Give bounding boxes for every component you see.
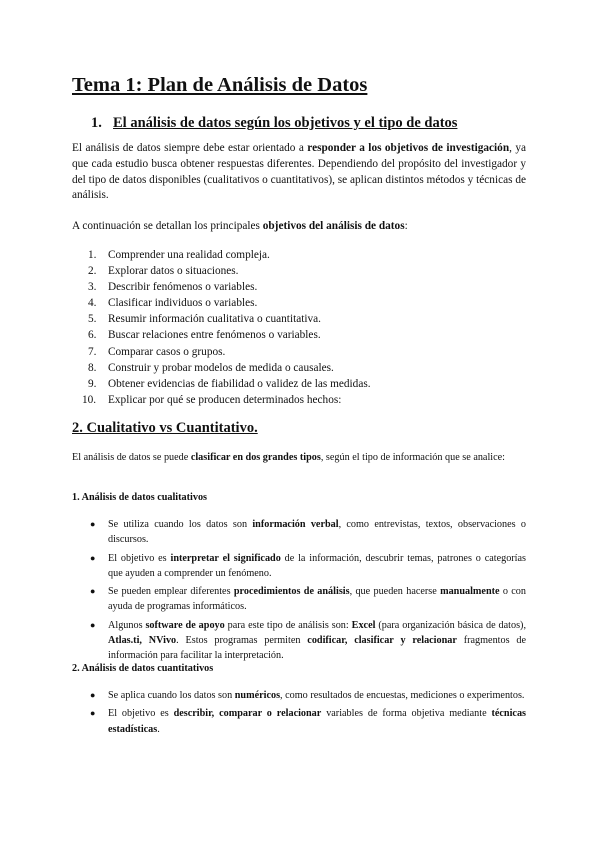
list-text: Resumir información cualitativa o cuantitativa. <box>108 313 322 326</box>
bullet-icon: ● <box>90 690 96 700</box>
quantitative-bullets <box>90 688 526 740</box>
text-run: de la información, descubrir temas, patrones o categorías que ayuden a comprender un fenómeno. <box>108 552 526 579</box>
text-run: El análisis de datos siempre debe estar orientado a <box>72 142 308 154</box>
list-item <box>88 376 371 392</box>
list-number: 9. <box>88 377 97 390</box>
text-run: variables de forma objetiva mediante <box>321 708 492 720</box>
text-run: El objetivo es <box>108 552 171 564</box>
list-item <box>90 551 526 582</box>
text-run: Se pueden emplear diferentes <box>108 586 234 598</box>
text-run: , según el tipo de información que se analice: <box>320 452 505 463</box>
text-run: : <box>404 220 408 232</box>
list-text: Buscar relaciones entre fenómenos o variables. <box>108 329 321 342</box>
list-item <box>90 706 526 737</box>
bullet-icon: ● <box>90 708 96 719</box>
section-1-heading <box>91 115 457 132</box>
text-run: , como entrevistas, textos, observaciones o discursos. <box>108 519 526 546</box>
text-run: Algunos <box>108 619 146 631</box>
bullet-icon: ● <box>90 552 96 563</box>
qualitative-bullets <box>90 517 526 667</box>
bullet-icon: ● <box>90 519 96 529</box>
section-1-heading-text: El análisis de datos según los objetivos y el tipo de datos <box>113 115 458 131</box>
text-run: El objetivo es <box>108 708 174 720</box>
text-run: o con ayuda de programas informáticos. <box>108 586 526 613</box>
list-item <box>90 618 526 664</box>
bullet-icon: ● <box>90 619 96 630</box>
list-item <box>88 263 371 279</box>
text-run: . <box>157 723 160 735</box>
section-1-number: 1. <box>91 115 102 131</box>
list-text: Obtener evidencias de fiabilidad o validez de las medidas. <box>108 377 371 390</box>
list-item <box>88 279 371 295</box>
text-run: A continuación se detallan los principales <box>72 220 263 232</box>
bold-run: Atlas.ti, NVivo <box>108 635 177 647</box>
objectives-intro <box>72 220 408 232</box>
list-item <box>90 584 526 615</box>
list-text: Clasificar individuos o variables. <box>108 297 258 310</box>
text-run: , ya que cada estudio busca obtener respuestas diferentes. Dependiendo del propósito del investigador y del tipo de datos disponibles (cualitativos o cuantitativos), se aplican distintos métodos y técnicas de análisis. <box>72 142 527 202</box>
bullet-icon: ● <box>90 586 96 597</box>
list-text: Comprender una realidad compleja. <box>108 249 270 261</box>
text-run: (para organización básica de datos), <box>375 619 526 631</box>
bold-run: codificar, clasificar y relacionar <box>307 635 457 647</box>
bold-run: numéricos <box>234 690 281 701</box>
list-item <box>88 360 371 376</box>
list-number: 6. <box>88 329 97 342</box>
list-item <box>88 247 371 263</box>
quantitative-subheading: 2. Análisis de datos cuantitativos <box>72 663 214 674</box>
list-text: Comparar casos o grupos. <box>108 345 226 358</box>
text-run: El análisis de datos se puede <box>72 452 191 463</box>
list-text: Describir fenómenos o variables. <box>108 281 258 294</box>
bold-run: clasificar en dos grandes tipos <box>190 452 321 463</box>
list-text: Construir y probar modelos de medida o causales. <box>108 361 334 374</box>
bold-run: software de apoyo <box>145 619 225 631</box>
list-item <box>88 327 371 343</box>
qualitative-subheading: 1. Análisis de datos cualitativos <box>72 492 208 503</box>
bold-run: objetivos del análisis de datos <box>262 220 405 232</box>
bold-run: procedimientos de análisis <box>233 586 350 598</box>
text-run: para este tipo de análisis son: <box>224 619 352 631</box>
bold-run: Excel <box>351 619 376 631</box>
text-run: Se utiliza cuando los datos son <box>108 519 253 530</box>
list-number: 10. <box>82 393 97 406</box>
list-item <box>90 517 526 548</box>
list-number: 3. <box>88 281 97 294</box>
document-title: Tema 1: Plan de Análisis de Datos <box>72 74 368 96</box>
bold-run: responder a los objetivos de investigación <box>307 142 510 154</box>
list-number: 4. <box>88 297 97 310</box>
list-number: 7. <box>88 345 97 358</box>
bold-run: información verbal <box>252 519 339 530</box>
section-2-heading: 2. Cualitativo vs Cuantitativo. <box>72 420 258 436</box>
bold-run: manualmente <box>440 586 500 598</box>
list-text: Explicar por qué se producen determinados hechos: <box>108 393 342 406</box>
bold-run: describir, comparar o relacionar <box>173 708 322 720</box>
text-run: . Estos programas permiten <box>176 635 308 647</box>
list-number: 1. <box>88 249 97 261</box>
list-item <box>88 311 371 327</box>
bold-run: interpretar el significado <box>170 552 281 564</box>
list-number: 8. <box>88 361 97 374</box>
list-item <box>88 344 371 360</box>
objectives-list <box>82 247 371 408</box>
list-text: Explorar datos o situaciones. <box>108 265 239 278</box>
section-2-paragraph <box>72 450 528 466</box>
list-item <box>90 688 526 703</box>
list-number: 5. <box>88 313 97 326</box>
text-run: , que pueden hacerse <box>349 586 441 598</box>
list-item <box>82 392 371 408</box>
section-1-paragraph <box>72 141 526 204</box>
bold-run: técnicas estadísticas <box>108 708 526 735</box>
text-run: fragmentos de información para facilitar la interpretación. <box>108 635 526 662</box>
list-item <box>88 295 371 311</box>
text-run: Se aplica cuando los datos son <box>108 690 235 701</box>
text-run: , como resultados de encuestas, mediciones o experimentos. <box>280 690 525 701</box>
list-number: 2. <box>88 265 97 278</box>
